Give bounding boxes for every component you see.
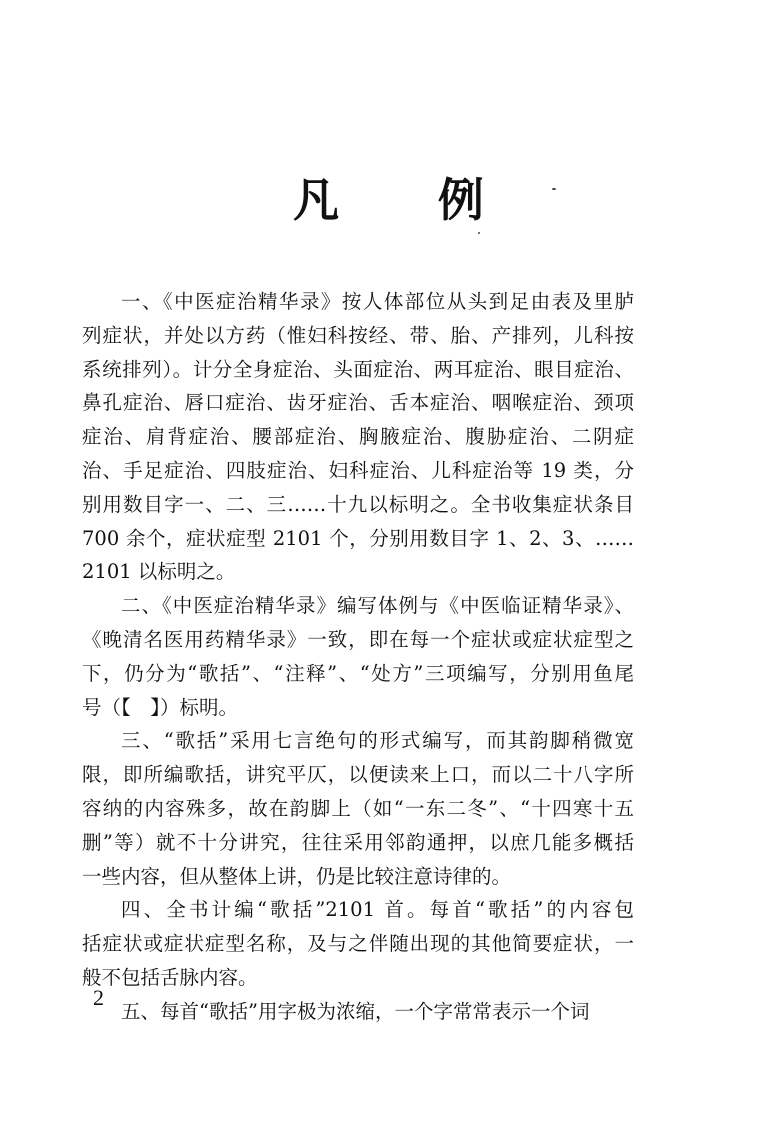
- text-line: 《晚清名医用药精华录》一致，即在每一个症状或症状症型之: [82, 627, 634, 651]
- text-line: 五、每首“歌括”用字极为浓缩，一个字常常表示一个词: [121, 999, 590, 1023]
- text-line: 下，仍分为“歌括”、“注释”、“处方”三项编写，分别用鱼尾: [82, 661, 634, 685]
- text-line: 二、《中医症治精华录》编写体例与《中医临证精华录》、: [121, 594, 634, 618]
- paragraph: [82, 724, 634, 893]
- text-line: 系统排列）。计分全身症治、头面症治、两耳症治、眼目症治、: [82, 357, 634, 381]
- paragraph: [82, 893, 634, 994]
- text-line: 一、《中医症治精华录》按人体部位从头到足由表及里胪: [121, 290, 634, 313]
- text-line: 别用数目字一、二、三……十九以标明之。全书收集症状条目: [82, 492, 634, 516]
- text-line: 三、“歌括”采用七言绝句的形式编写，而其韵脚稍微宽: [121, 729, 634, 753]
- text-line: 一些内容，但从整体上讲，仍是比较注意诗律的。: [82, 864, 512, 888]
- paragraph: [82, 995, 634, 1029]
- text-line: 症治、肩背症治、腰部症治、胸腋症治、腹胁症治、二阴症: [82, 425, 634, 449]
- text-line: 四、全书计编“歌括”2101 首。每首“歌括”的内容包: [121, 898, 634, 922]
- scan-speck: [478, 232, 480, 234]
- text-line: 2101 以标明之。: [82, 560, 236, 584]
- text-line: 列症状，并处以方药（惟妇科按经、带、胎、产排列，儿科按: [82, 323, 634, 347]
- text-line: 删”等）就不十分讲究，往往采用邻韵通押，以庶几能多概括: [82, 830, 634, 854]
- scan-speck: [552, 188, 556, 190]
- text-line: 号（【 】）标明。: [82, 695, 239, 719]
- text-line: 鼻孔症治、唇口症治、齿牙症治、舌本症治、咽喉症治、颈项: [82, 391, 634, 415]
- paragraph: [82, 589, 634, 724]
- text-line: 治、手足症治、四肢症治、妇科症治、儿科症治等 19 类，分: [82, 458, 634, 482]
- text-line: 700 余个，症状症型 2101 个，分别用数目字 1、2、3、……: [82, 526, 634, 550]
- page-title: 凡 例: [293, 173, 526, 227]
- body-text: [82, 285, 634, 1029]
- text-line: 限，即所编歌括，讲究平仄，以便读来上口，而以二十八字所: [82, 763, 634, 787]
- text-line: 般不包括舌脉内容。: [82, 965, 258, 989]
- text-line: 容纳的内容殊多，故在韵脚上（如“一东二冬”、“十四寒十五: [82, 796, 634, 820]
- page-number: 2: [93, 985, 104, 1010]
- text-line: 括症状或症状症型名称，及与之伴随出现的其他简要症状，一: [82, 932, 634, 956]
- paragraph: [82, 285, 634, 589]
